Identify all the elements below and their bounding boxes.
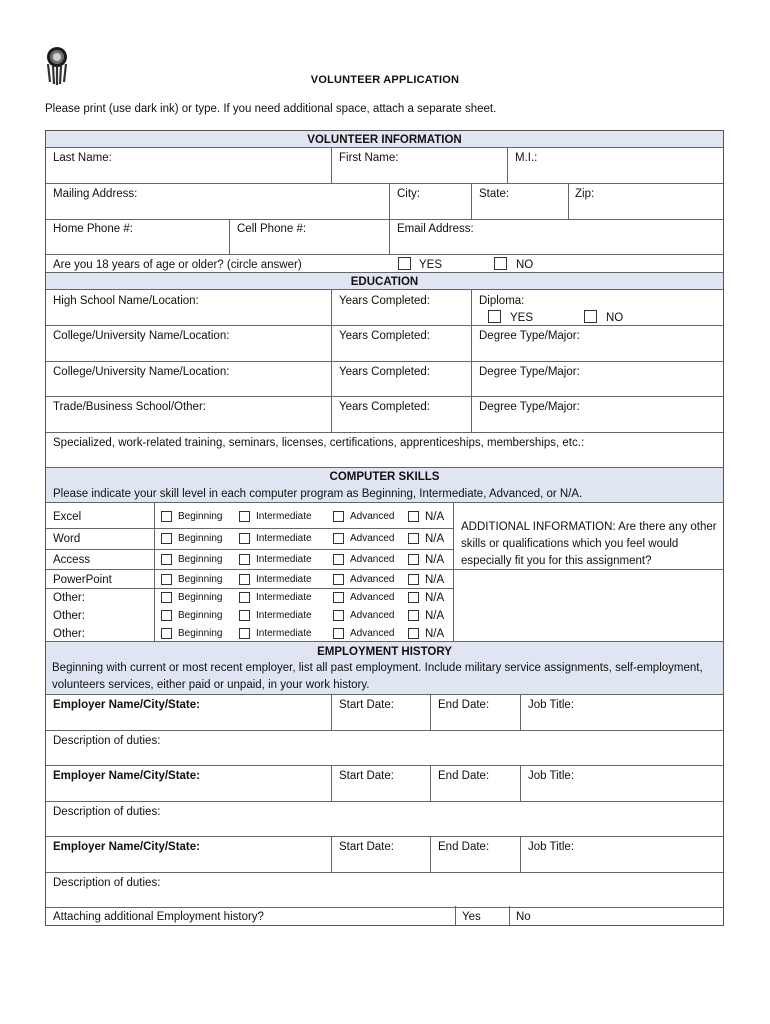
end-date-field[interactable]: End Date: [438, 770, 490, 782]
computer-skills-instruction: Please indicate your skill level in each computer program as Beginning, Intermediate, Advanced, or N/A. [53, 488, 583, 500]
skill-program-label: Excel [53, 511, 82, 523]
skill-level-checkbox[interactable] [239, 628, 250, 639]
divider [430, 765, 431, 801]
home-phone-field[interactable]: Home Phone #: [53, 223, 133, 235]
skill-level-label: Advanced [350, 511, 395, 522]
divider [46, 907, 723, 908]
diploma-no-label: NO [606, 312, 624, 324]
age-no-checkbox[interactable] [494, 257, 507, 270]
skill-level-checkbox[interactable] [239, 511, 250, 522]
skill-level-checkbox[interactable] [408, 610, 419, 621]
skill-level-checkbox[interactable] [333, 511, 344, 522]
specialized-training-field[interactable]: Specialized, work-related training, seminars, licenses, certifications, apprenticeships, memberships, etc.: [53, 437, 585, 449]
divider [430, 836, 431, 872]
divider [46, 765, 723, 766]
college2-degree-field[interactable]: Degree Type/Major: [479, 366, 580, 378]
skill-level-label: Intermediate [256, 610, 312, 621]
age-no-label: NO [516, 259, 534, 271]
skill-level-checkbox[interactable] [333, 554, 344, 565]
trade-school-field[interactable]: Trade/Business School/Other: [53, 401, 206, 413]
skill-level-checkbox[interactable] [239, 592, 250, 603]
skill-level-checkbox[interactable] [333, 574, 344, 585]
skill-level-label: N/A [425, 554, 445, 566]
skill-level-checkbox[interactable] [161, 511, 172, 522]
skill-level-checkbox[interactable] [333, 610, 344, 621]
job-title-field[interactable]: Job Title: [528, 770, 575, 782]
divider [520, 836, 521, 872]
first-name-field[interactable]: First Name: [339, 152, 399, 164]
city-field[interactable]: City: [397, 188, 420, 200]
skill-program-label[interactable]: Other: [53, 610, 85, 622]
start-date-field[interactable]: Start Date: [339, 699, 394, 711]
state-field[interactable]: State: [479, 188, 510, 200]
skill-level-label: N/A [425, 628, 445, 640]
attaching-yes-option[interactable]: Yes [462, 911, 481, 923]
skill-level-checkbox[interactable] [333, 533, 344, 544]
skill-level-label: Beginning [178, 628, 223, 639]
employment-heading: EMPLOYMENT HISTORY [317, 646, 452, 658]
college1-field[interactable]: College/University Name/Location: [53, 330, 230, 342]
end-date-field[interactable]: End Date: [438, 699, 490, 711]
college2-years-field[interactable]: Years Completed: [339, 366, 430, 378]
skill-level-label: N/A [425, 592, 445, 604]
employer-name-field[interactable]: Employer Name/City/State: [53, 770, 200, 782]
skill-level-label: Advanced [350, 533, 395, 544]
duties-field[interactable]: Description of duties: [53, 877, 161, 889]
trade-years-field[interactable]: Years Completed: [339, 401, 430, 413]
job-title-field[interactable]: Job Title: [528, 841, 575, 853]
skill-level-checkbox[interactable] [239, 574, 250, 585]
computer-skills-heading: COMPUTER SKILLS [329, 471, 440, 483]
skill-level-label: Intermediate [256, 511, 312, 522]
age-yes-checkbox[interactable] [398, 257, 411, 270]
skill-level-label: Intermediate [256, 628, 312, 639]
duties-field[interactable]: Description of duties: [53, 806, 161, 818]
skill-level-checkbox[interactable] [408, 533, 419, 544]
attaching-no-option[interactable]: No [516, 911, 531, 923]
mailing-address-field[interactable]: Mailing Address: [53, 188, 138, 200]
last-name-field[interactable]: Last Name: [53, 152, 112, 164]
trade-degree-field[interactable]: Degree Type/Major: [479, 401, 580, 413]
skill-program-label: PowerPoint [53, 574, 112, 586]
skill-level-checkbox[interactable] [161, 554, 172, 565]
skill-level-checkbox[interactable] [161, 574, 172, 585]
skill-level-label: Advanced [350, 592, 395, 603]
skill-level-label: Beginning [178, 610, 223, 621]
diploma-yes-label: YES [510, 312, 534, 324]
skill-level-checkbox[interactable] [408, 511, 419, 522]
skill-level-label: Intermediate [256, 554, 312, 565]
start-date-field[interactable]: Start Date: [339, 841, 394, 853]
skill-level-label: Beginning [178, 592, 223, 603]
skill-level-label: N/A [425, 533, 445, 545]
skill-level-checkbox[interactable] [408, 574, 419, 585]
cell-phone-field[interactable]: Cell Phone #: [237, 223, 307, 235]
divider [520, 765, 521, 801]
end-date-field[interactable]: End Date: [438, 841, 490, 853]
zip-field[interactable]: Zip: [575, 188, 595, 200]
skill-level-checkbox[interactable] [161, 592, 172, 603]
email-field[interactable]: Email Address: [397, 223, 474, 235]
attaching-history-question: Attaching additional Employment history? [53, 911, 264, 923]
divider [520, 694, 521, 730]
skill-level-label: Intermediate [256, 533, 312, 544]
skill-program-label[interactable]: Other: [53, 628, 85, 640]
skill-level-label: Advanced [350, 628, 395, 639]
skill-level-label: Advanced [350, 554, 395, 565]
skill-level-label: Advanced [350, 574, 395, 585]
diploma-yes-checkbox[interactable] [488, 310, 501, 323]
instructions-text: Please print (use dark ink) or type. If you need additional space, attach a separate sheet. [45, 103, 497, 115]
skill-level-checkbox[interactable] [161, 533, 172, 544]
skill-level-checkbox[interactable] [333, 628, 344, 639]
college2-field[interactable]: College/University Name/Location: [53, 366, 230, 378]
start-date-field[interactable]: Start Date: [339, 770, 394, 782]
skill-level-label: Beginning [178, 533, 223, 544]
skill-level-label: N/A [425, 574, 445, 586]
diploma-no-checkbox[interactable] [584, 310, 597, 323]
divider [46, 872, 723, 873]
skill-program-label[interactable]: Other: [53, 592, 85, 604]
high-school-field[interactable]: High School Name/Location: [53, 295, 199, 307]
divider [430, 694, 431, 730]
skill-level-checkbox[interactable] [239, 610, 250, 621]
hs-years-field[interactable]: Years Completed: [339, 295, 430, 307]
age-yes-label: YES [419, 259, 443, 271]
skill-level-checkbox[interactable] [408, 592, 419, 603]
divider [331, 836, 332, 872]
diploma-label: Diploma: [479, 295, 525, 307]
employment-instruction: Beginning with current or most recent employer, list all past employment. Include military service assignments, self-employment, volunteers services, either paid or unpaid, in your work history. [52, 662, 703, 691]
divider [46, 836, 723, 837]
skill-program-label: Word [53, 533, 81, 545]
skill-level-checkbox[interactable] [161, 610, 172, 621]
divider [331, 694, 332, 730]
college1-degree-field[interactable]: Degree Type/Major: [479, 330, 580, 342]
divider [46, 801, 723, 802]
volunteer-info-heading: VOLUNTEER INFORMATION [307, 134, 462, 146]
skill-level-label: Beginning [178, 574, 223, 585]
skill-level-label: Intermediate [256, 592, 312, 603]
education-heading: EDUCATION [350, 276, 419, 288]
document-title: VOLUNTEER APPLICATION [310, 74, 460, 86]
skill-level-checkbox[interactable] [161, 628, 172, 639]
skill-level-label: N/A [425, 511, 445, 523]
skill-level-checkbox[interactable] [333, 592, 344, 603]
skill-level-label: N/A [425, 610, 445, 622]
middle-initial-field[interactable]: M.I.: [515, 152, 538, 164]
skill-level-label: Beginning [178, 554, 223, 565]
skill-level-checkbox[interactable] [408, 628, 419, 639]
employer-name-field[interactable]: Employer Name/City/State: [53, 841, 200, 853]
skill-program-label: Access [53, 554, 91, 566]
skill-level-label: Beginning [178, 511, 223, 522]
skill-level-checkbox[interactable] [239, 554, 250, 565]
additional-info-field[interactable]: ADDITIONAL INFORMATION: Are there any other skills or qualifications which you feel would especially fit you for this assignment? [461, 521, 717, 567]
divider [331, 765, 332, 801]
divider [46, 730, 723, 731]
skill-level-checkbox[interactable] [239, 533, 250, 544]
duties-field[interactable]: Description of duties: [53, 735, 161, 747]
skill-level-checkbox[interactable] [408, 554, 419, 565]
college1-years-field[interactable]: Years Completed: [339, 330, 430, 342]
employer-name-field[interactable]: Employer Name/City/State: [53, 699, 200, 711]
skill-level-label: Advanced [350, 610, 395, 621]
age-question: Are you 18 years of age or older? (circle answer) [53, 259, 302, 271]
job-title-field[interactable]: Job Title: [528, 699, 575, 711]
skill-level-label: Intermediate [256, 574, 312, 585]
